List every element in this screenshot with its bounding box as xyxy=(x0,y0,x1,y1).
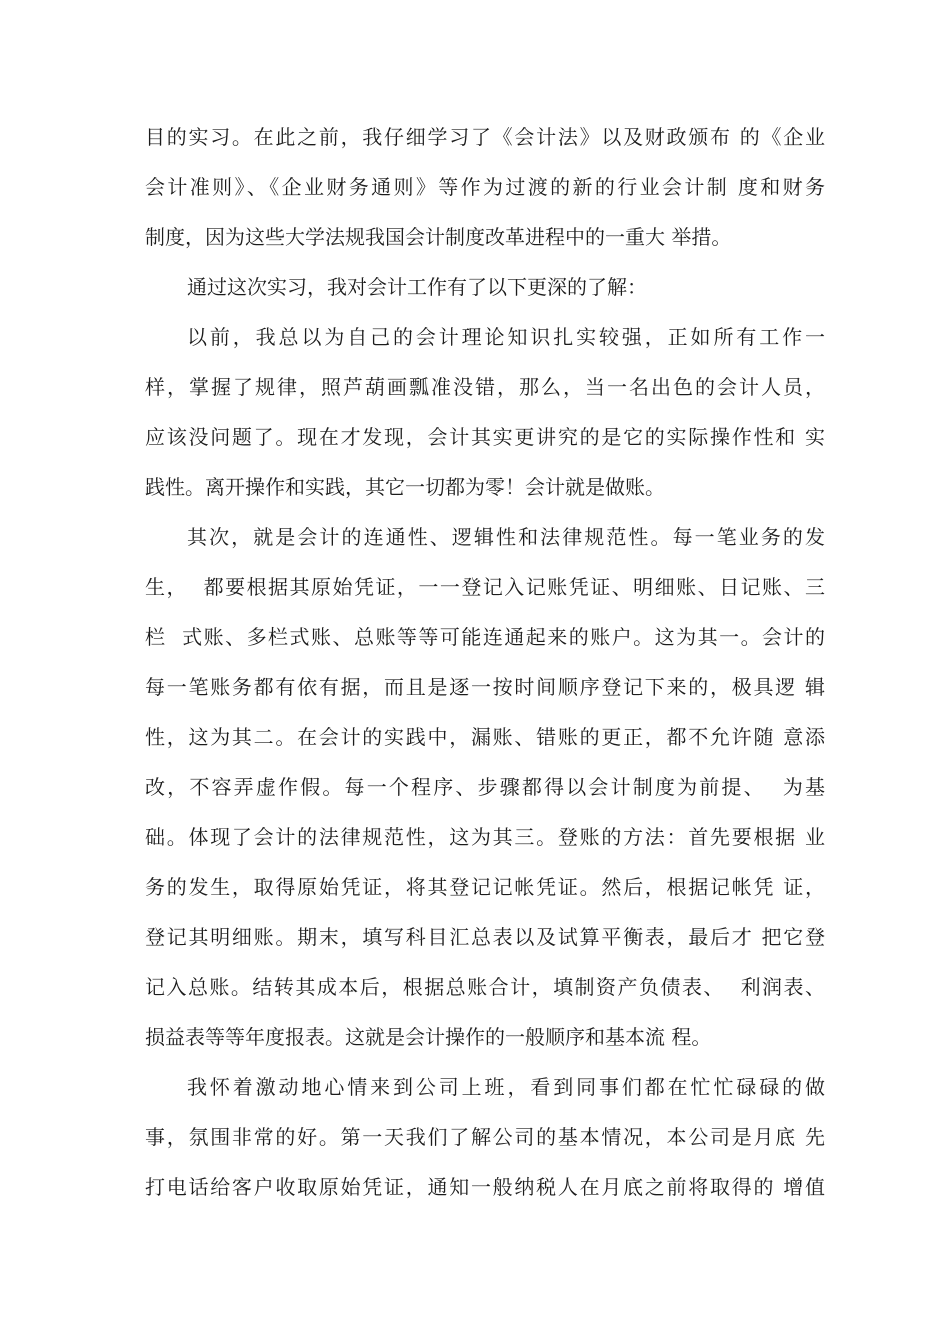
text-line-1: 目的实习。在此之前，我仔细学习了《会计法》以及财政颁布 的《企业 xyxy=(145,125,825,149)
text-line-19: 损益表等等年度报表。这就是会计操作的一般顺序和基本流 程。 xyxy=(145,1025,712,1049)
text-line-17: 登记其明细账。期末，填写科目汇总表以及试算平衡表，最后才 把它登 xyxy=(145,925,825,949)
text-line-11: 栏 式账、多栏式账、总账等等可能连通起来的账户。这为其一。会计的 xyxy=(145,625,825,649)
text-line-2: 会计准则》、《企业财务通则》等作为过渡的新的行业会计制 度和财务 xyxy=(145,175,825,199)
text-line-6: 样，掌握了规律，照芦葫画瓢准没错，那么，当一名出色的会计人员， xyxy=(145,375,825,399)
text-line-5: 以前，我总以为自己的会计理论知识扎实较强，正如所有工作一 xyxy=(187,325,825,349)
text-line-7: 应该没问题了。现在才发现，会计其实更讲究的是它的实际操作性和 实 xyxy=(145,425,825,449)
text-line-18: 记入总账。结转其成本后，根据总账合计，填制资产负债表、 利润表、 xyxy=(145,975,825,999)
text-line-22: 打电话给客户收取原始凭证，通知一般纳税人在月底之前将取得的 增值 xyxy=(145,1175,825,1199)
text-line-10: 生， 都要根据其原始凭证，一一登记入记账凭证、明细账、日记账、三 xyxy=(145,575,825,599)
text-line-13: 性，这为其二。在会计的实践中，漏账、错账的更正，都不允许随 意添 xyxy=(145,725,825,749)
text-line-21: 事，氛围非常的好。第一天我们了解公司的基本情况，本公司是月底 先 xyxy=(145,1125,825,1149)
text-line-9: 其次，就是会计的连通性、逻辑性和法律规范性。每一笔业务的发 xyxy=(187,525,825,549)
text-line-15: 础。体现了会计的法律规范性，这为其三。登账的方法：首先要根据 业 xyxy=(145,825,825,849)
text-line-14: 改，不容弄虚作假。每一个程序、步骤都得以会计制度为前提、 为基 xyxy=(145,775,825,799)
text-line-8: 践性。离开操作和实践，其它一切都为零！会计就是做账。 xyxy=(145,475,665,499)
text-line-3: 制度，因为这些大学法规我国会计制度改革进程中的一重大 举措。 xyxy=(145,225,732,249)
text-line-20: 我怀着激动地心情来到公司上班，看到同事们都在忙忙碌碌的做 xyxy=(187,1075,825,1099)
text-line-12: 每一笔账务都有依有据，而且是逐一按时间顺序登记下来的，极具逻 辑 xyxy=(145,675,825,699)
text-line-16: 务的发生，取得原始凭证，将其登记记帐凭证。然后，根据记帐凭 证， xyxy=(145,875,825,899)
text-line-4: 通过这次实习，我对会计工作有了以下更深的了解： xyxy=(187,275,647,299)
